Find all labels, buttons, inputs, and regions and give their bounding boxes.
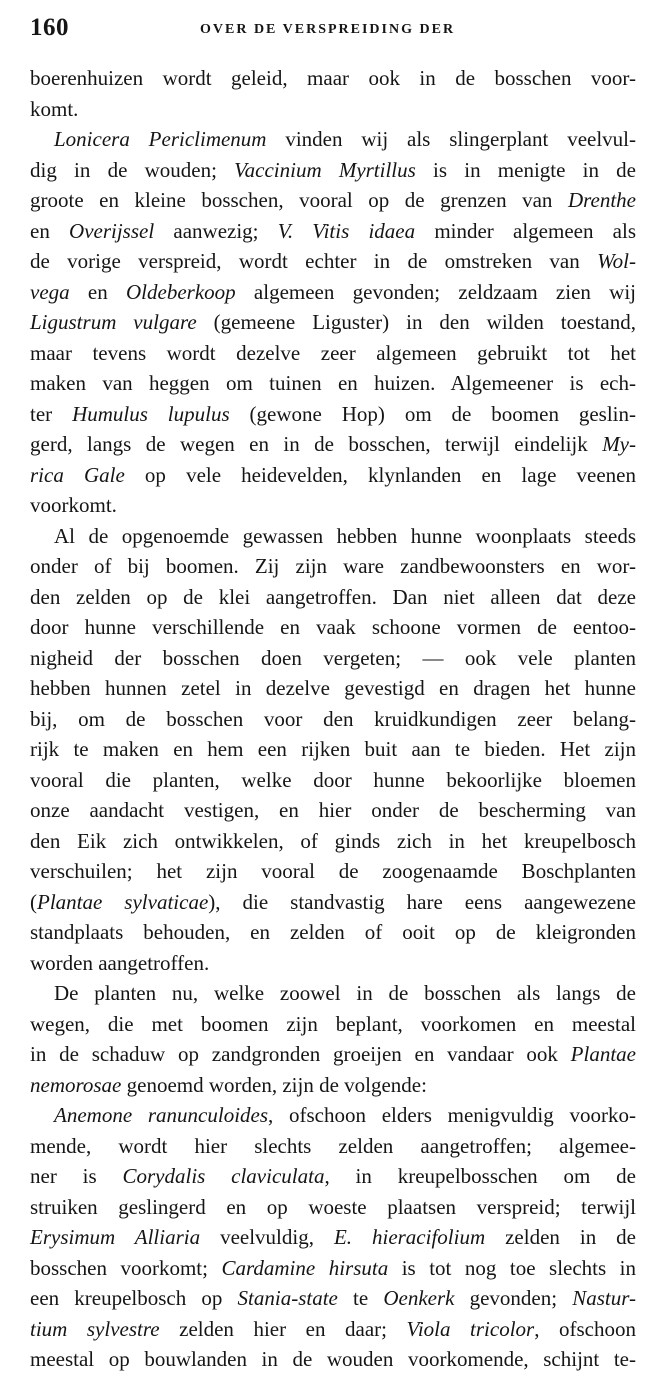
text-run: gerd, langs de wegen en in de bosschen, terwijl eindelijk bbox=[30, 432, 603, 456]
text-line bbox=[30, 643, 636, 674]
text-run: hebben hunnen zetel in dezelve gevestigd en dragen het hunne bbox=[30, 676, 636, 700]
text-line bbox=[30, 765, 636, 796]
italic-botanical-name: Ligustrum vulgare bbox=[30, 310, 197, 334]
text-run: minder algemeen als bbox=[415, 218, 636, 243]
text-line bbox=[30, 460, 636, 491]
text-line bbox=[30, 185, 636, 216]
italic-botanical-name: My- bbox=[602, 432, 636, 456]
text-run: komt. bbox=[30, 96, 79, 121]
italic-botanical-name: Oenkerk bbox=[383, 1286, 455, 1310]
text-line bbox=[30, 490, 636, 521]
italic-botanical-name: Plantae bbox=[570, 1042, 636, 1066]
text-run: vinden wij als slingerplant veelvul- bbox=[266, 127, 636, 151]
text-run: door hunne verschillende en vaak schoone vormen de eentoo- bbox=[30, 615, 636, 639]
italic-botanical-name: V. Vitis idaea bbox=[277, 218, 416, 243]
text-line bbox=[30, 1314, 636, 1345]
text-line bbox=[30, 917, 636, 948]
italic-botanical-name: Cardamine hirsuta bbox=[221, 1255, 389, 1280]
text-line bbox=[30, 1283, 636, 1314]
text-run: wegen, die met boomen zijn beplant, voorkomen en meestal bbox=[30, 1011, 636, 1036]
text-run: , ofschoon elders menigvuldig voorko- bbox=[268, 1103, 636, 1127]
text-run: verschuilen; het zijn vooral de zoogenaamde Boschplanten bbox=[30, 859, 636, 883]
text-line bbox=[30, 826, 636, 857]
italic-botanical-name: Corydalis claviculata bbox=[122, 1164, 325, 1188]
text-run: maken van heggen om tuinen en huizen. Algemeener is ech- bbox=[30, 371, 636, 395]
italic-botanical-name: Nastur- bbox=[572, 1286, 636, 1310]
text-run: (gewone Hop) om de boomen geslin- bbox=[229, 401, 636, 426]
text-run: op vele heidevelden, klynlanden en lage veenen bbox=[124, 462, 637, 487]
text-line bbox=[30, 155, 636, 186]
text-line bbox=[30, 94, 636, 125]
text-line bbox=[30, 216, 636, 247]
text-run: zelden in de bbox=[485, 1225, 636, 1249]
text-line bbox=[30, 673, 636, 704]
italic-botanical-name: tium sylvestre bbox=[30, 1316, 160, 1341]
text-run: aanwezig; bbox=[154, 218, 278, 243]
text-run: vooral die planten, welke door hunne bekoorlijke bloemen bbox=[30, 767, 636, 792]
italic-botanical-name: Oldeberkoop bbox=[126, 279, 236, 304]
italic-botanical-name: Erysimum Alliaria bbox=[30, 1225, 201, 1249]
text-run: is tot nog toe slechts in bbox=[388, 1255, 637, 1280]
text-line bbox=[30, 1009, 636, 1040]
text-run: boerenhuizen wordt geleid, maar ook in de bosschen voor- bbox=[30, 66, 636, 90]
text-line bbox=[30, 399, 636, 430]
text-line bbox=[30, 978, 636, 1009]
text-run: bosschen voorkomt; bbox=[30, 1255, 222, 1280]
text-line bbox=[30, 1161, 636, 1192]
italic-botanical-name: rica Gale bbox=[30, 462, 125, 487]
text-line bbox=[30, 429, 636, 460]
text-line bbox=[30, 1131, 636, 1162]
text-line bbox=[30, 1192, 636, 1223]
text-run: gevonden; bbox=[454, 1286, 573, 1310]
text-line bbox=[30, 521, 636, 552]
page-header bbox=[30, 14, 637, 44]
running-head: OVER DE VERSPREIDING DER bbox=[200, 22, 456, 37]
text-run: ter bbox=[30, 401, 73, 426]
italic-botanical-name: Overijssel bbox=[69, 218, 155, 243]
text-run: ( bbox=[30, 889, 37, 914]
text-run: mende, wordt hier slechts zelden aangetroffen; algemee- bbox=[30, 1133, 636, 1158]
text-line bbox=[30, 948, 636, 979]
text-line bbox=[30, 277, 636, 308]
text-line bbox=[30, 1100, 636, 1131]
text-line bbox=[30, 368, 636, 399]
italic-botanical-name: Lonicera Periclimenum bbox=[54, 127, 267, 151]
text-line bbox=[30, 1344, 636, 1375]
text-run: meestal op bouwlanden in de wouden voorkomende, schijnt te- bbox=[30, 1347, 636, 1371]
text-line bbox=[30, 1253, 636, 1284]
text-run: zelden hier en daar; bbox=[159, 1316, 407, 1341]
italic-botanical-name: Plantae sylvaticae bbox=[37, 889, 209, 914]
italic-botanical-name: Stania-state bbox=[237, 1286, 338, 1310]
text-run: Al de opgenoemde gewassen hebben hunne woonplaats steeds bbox=[54, 523, 636, 548]
text-line bbox=[30, 856, 636, 887]
italic-botanical-name: Humulus lupulus bbox=[72, 401, 230, 426]
text-line bbox=[30, 307, 636, 338]
text-line bbox=[30, 612, 636, 643]
text-run: en bbox=[30, 218, 70, 243]
italic-botanical-name: vega bbox=[30, 279, 70, 304]
page-number: 160 bbox=[30, 14, 69, 41]
text-run: , in kreupelbosschen om de bbox=[324, 1164, 636, 1188]
text-run: genoemd worden, zijn de volgende: bbox=[121, 1072, 427, 1097]
text-line bbox=[30, 734, 636, 765]
text-run: standplaats behouden, en zelden of ooit op de kleigronden bbox=[30, 920, 636, 944]
text-run: den zelden op de klei aangetroffen. Dan niet alleen dat deze bbox=[30, 584, 636, 609]
text-run: is in menigte in de bbox=[415, 157, 636, 182]
text-run: bij, om de bosschen voor den kruidkundigen zeer belang- bbox=[30, 706, 636, 731]
text-line bbox=[30, 1222, 636, 1253]
text-run: ), die standvastig hare eens aangewezene bbox=[208, 889, 637, 914]
text-line bbox=[30, 246, 636, 277]
text-run: (gemeene Liguster) in den wilden toestand, bbox=[196, 310, 636, 334]
text-run: De planten nu, welke zoowel in de bosschen als langs de bbox=[54, 981, 636, 1005]
text-run: in de schaduw op zandgronden groeijen en vandaar ook bbox=[30, 1042, 571, 1066]
text-line bbox=[30, 887, 636, 918]
italic-botanical-name: Anemone ranunculoides bbox=[54, 1103, 269, 1127]
text-run: te bbox=[337, 1286, 384, 1310]
text-run: een kreupelbosch op bbox=[30, 1286, 238, 1310]
text-line bbox=[30, 551, 636, 582]
italic-botanical-name: Viola tricolor bbox=[406, 1316, 535, 1341]
text-run: rijk te maken en hem een rijken buit aan te bieden. Het zijn bbox=[30, 737, 636, 761]
text-run: , ofschoon bbox=[534, 1316, 636, 1341]
text-line bbox=[30, 124, 636, 155]
text-run: worden aangetroffen. bbox=[30, 950, 210, 975]
italic-botanical-name: Vaccinium Myrtillus bbox=[234, 157, 416, 182]
text-run: algemeen gevonden; zeldzaam zien wij bbox=[235, 279, 636, 304]
text-line bbox=[30, 1039, 636, 1070]
text-run: ner is bbox=[30, 1164, 123, 1188]
text-line bbox=[30, 582, 636, 613]
text-run: dig in de wouden; bbox=[30, 157, 235, 182]
text-run: onder of bij boomen. Zij zijn ware zandbewoonsters en wor- bbox=[30, 554, 636, 578]
text-run: groote en kleine bosschen, vooral op de grenzen van bbox=[30, 188, 568, 212]
text-line bbox=[30, 795, 636, 826]
text-run: struiken geslingerd en op woeste plaatsen verspreid; terwijl bbox=[30, 1194, 636, 1219]
italic-botanical-name: nemorosae bbox=[30, 1072, 122, 1097]
text-run: nigheid der bosschen doen vergeten; — ook vele planten bbox=[30, 645, 636, 670]
text-run: en bbox=[69, 279, 127, 304]
text-run: de vorige verspreid, wordt echter in de omstreken van bbox=[30, 249, 598, 273]
text-line bbox=[30, 63, 636, 94]
italic-botanical-name: Wol- bbox=[597, 249, 636, 273]
text-run: onze aandacht vestigen, en hier onder de bescherming van bbox=[30, 798, 636, 822]
text-run: den Eik zich ontwikkelen, of ginds zich in het kreupelbosch bbox=[30, 828, 636, 853]
italic-botanical-name: Drenthe bbox=[567, 188, 636, 212]
text-line bbox=[30, 338, 636, 369]
text-line bbox=[30, 704, 636, 735]
body-text bbox=[30, 63, 636, 1375]
text-line bbox=[30, 1070, 636, 1101]
text-run: maar tevens wordt dezelve zeer algemeen gebruikt tot het bbox=[30, 340, 636, 365]
italic-botanical-name: E. hieracifolium bbox=[333, 1225, 486, 1249]
text-run: veelvuldig, bbox=[200, 1225, 334, 1249]
text-run: voorkomt. bbox=[30, 493, 117, 517]
